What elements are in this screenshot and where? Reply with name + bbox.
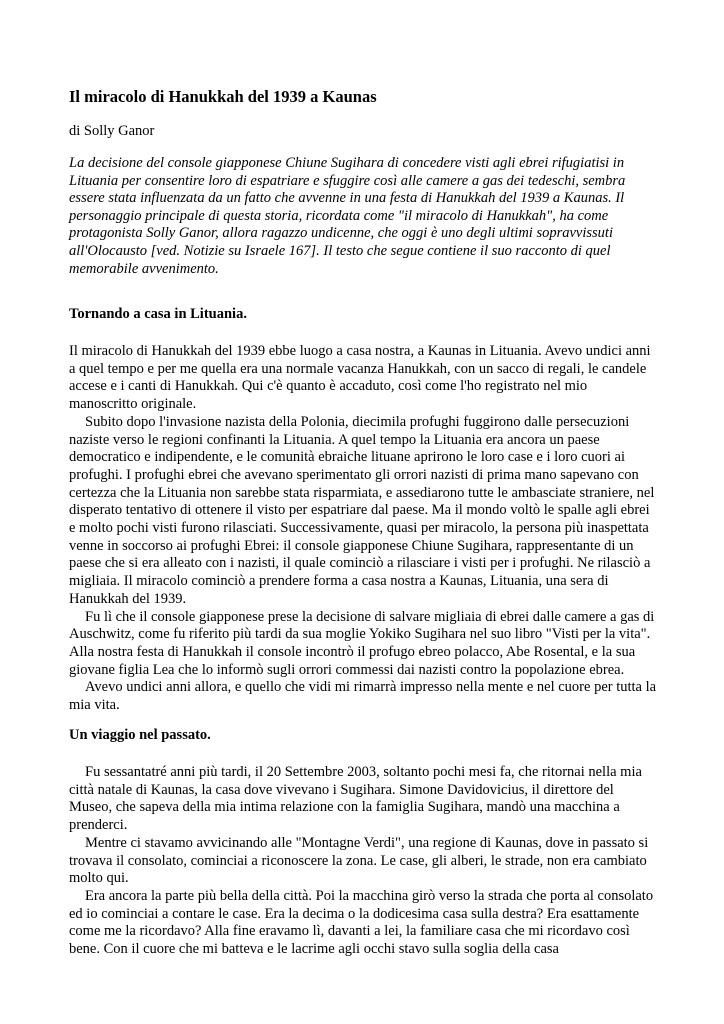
article-intro: La decisione del console giapponese Chiune Sugihara di concedere visti agli ebrei rifugiatisi in Lituania per consentire loro di espatriare e sfuggire così alle camere a gas dei tedeschi, sembra essere stata influenzata da un fatto che avvenne in una festa di Hanukkah del 1939 a Kaunas. Il personaggio principale di questa storia, ricordata come "il miracolo di Hanukkah", ha come protagonista Solly Ganor, allora ragazzo undicenne, che oggi è uno degli ultimi sopravvissuti all'Olocausto [ved. Notizie su Israele 167]. Il testo che segue contiene il suo racconto di quel memorabile avvenimento. [69,155,626,277]
paragraph: Mentre ci stavamo avvicinando alle "Montagne Verdi", una regione di Kaunas, dove in passato si trovava il consolato, cominciai a riconoscere la zona. Le case, gli alberi, le strade, non era cambiato molto qui. [69,834,649,887]
section-heading-viaggio: Un viaggio nel passato. [69,727,211,743]
paragraph: Subito dopo l'invasione nazista della Polonia, diecimila profughi fuggirono dalle persecuzioni naziste verso le regioni confinanti la Lituania. A quel tempo la Lituania era ancora un paese democratico e indipendente, e le comunità ebraiche lituane aprirono le loro case e i loro cuori ai profughi. I profughi ebrei che avevano sperimentato gli orrori nazisti di prima mano sapevano con certezza che la Lituania non sarebbe stata risparmiata, e assediarono tutte le ambasciate straniere, nel disperato tentativo di ottenere il visto per espatriare dal paese. Ma il mondo voltò le spalle agli ebrei e molto pochi visti furono rilasciati. Successivamente, quasi per miracolo, la persona più inaspettata venne in soccorso ai profughi Ebrei: il console giapponese Chiune Sugihara, rappresentante di un paese che si era alleato con i nazisti, il quale cominciò a rilasciare i visti per i profughi. Ne rilasciò a migliaia. Il miracolo cominciò a prendere forma a casa nostra a Kaunas, Lituania, una sera di Hanukkah del 1939. [69,413,655,607]
paragraph: Il miracolo di Hanukkah del 1939 ebbe luogo a casa nostra, a Kaunas in Lituania. Avevo undici anni a quel tempo e per me quella era una normale vacanza Hanukkah, con un sacco di regali, le candele accese e i canti di Hanukkah. Qui c'è quanto è accaduto, così come l'ho registrato nel mio manoscritto originale. [69,343,651,413]
section-body-tornando [69,343,657,715]
paragraph: Fu lì che il console giapponese prese la decisione di salvare migliaia di ebrei dalle camere a gas di Auschwitz, come fu riferito più tardi da sua moglie Yokiko Sugihara nel suo libro "Visti per la vita". Alla nostra festa di Hanukkah il console incontrò il profugo ebreo polacco, Abe Rosental, e la sua giovane figlia Lea che lo informò sugli orrori commessi dai nazisti contro la popolazione ebrea. [69,608,655,678]
article-author: di Solly Ganor [69,123,155,139]
section-heading-tornando: Tornando a casa in Lituania. [69,306,247,322]
section-body-viaggio [69,764,657,959]
paragraph: Fu sessantatré anni più tardi, il 20 Settembre 2003, soltanto pochi mesi fa, che ritornai nella mia città natale di Kaunas, la casa dove vivevano i Sugihara. Simone Davidovicius, il direttore del Museo, che sapeva della mia intima relazione con la famiglia Sugihara, mandò una macchina a prenderci. [69,764,642,834]
paragraph: Avevo undici anni allora, e quello che vidi mi rimarrà impresso nella mente e nel cuore per tutta la mia vita. [69,679,657,714]
article-title: Il miracolo di Hanukkah del 1939 a Kaunas [69,87,377,106]
paragraph: Era ancora la parte più bella della città. Poi la macchina girò verso la strada che porta al consolato ed io cominciai a contare le case. Era la decima o la dodicesima casa sulla destra? Era esattamente come me la ricordavo? Alla fine eravamo lì, davanti a lei, la familiare casa che mi ricordavo così bene. Con il cuore che mi batteva e le lacrime agli occhi stavo sulla soglia della casa [69,887,654,958]
